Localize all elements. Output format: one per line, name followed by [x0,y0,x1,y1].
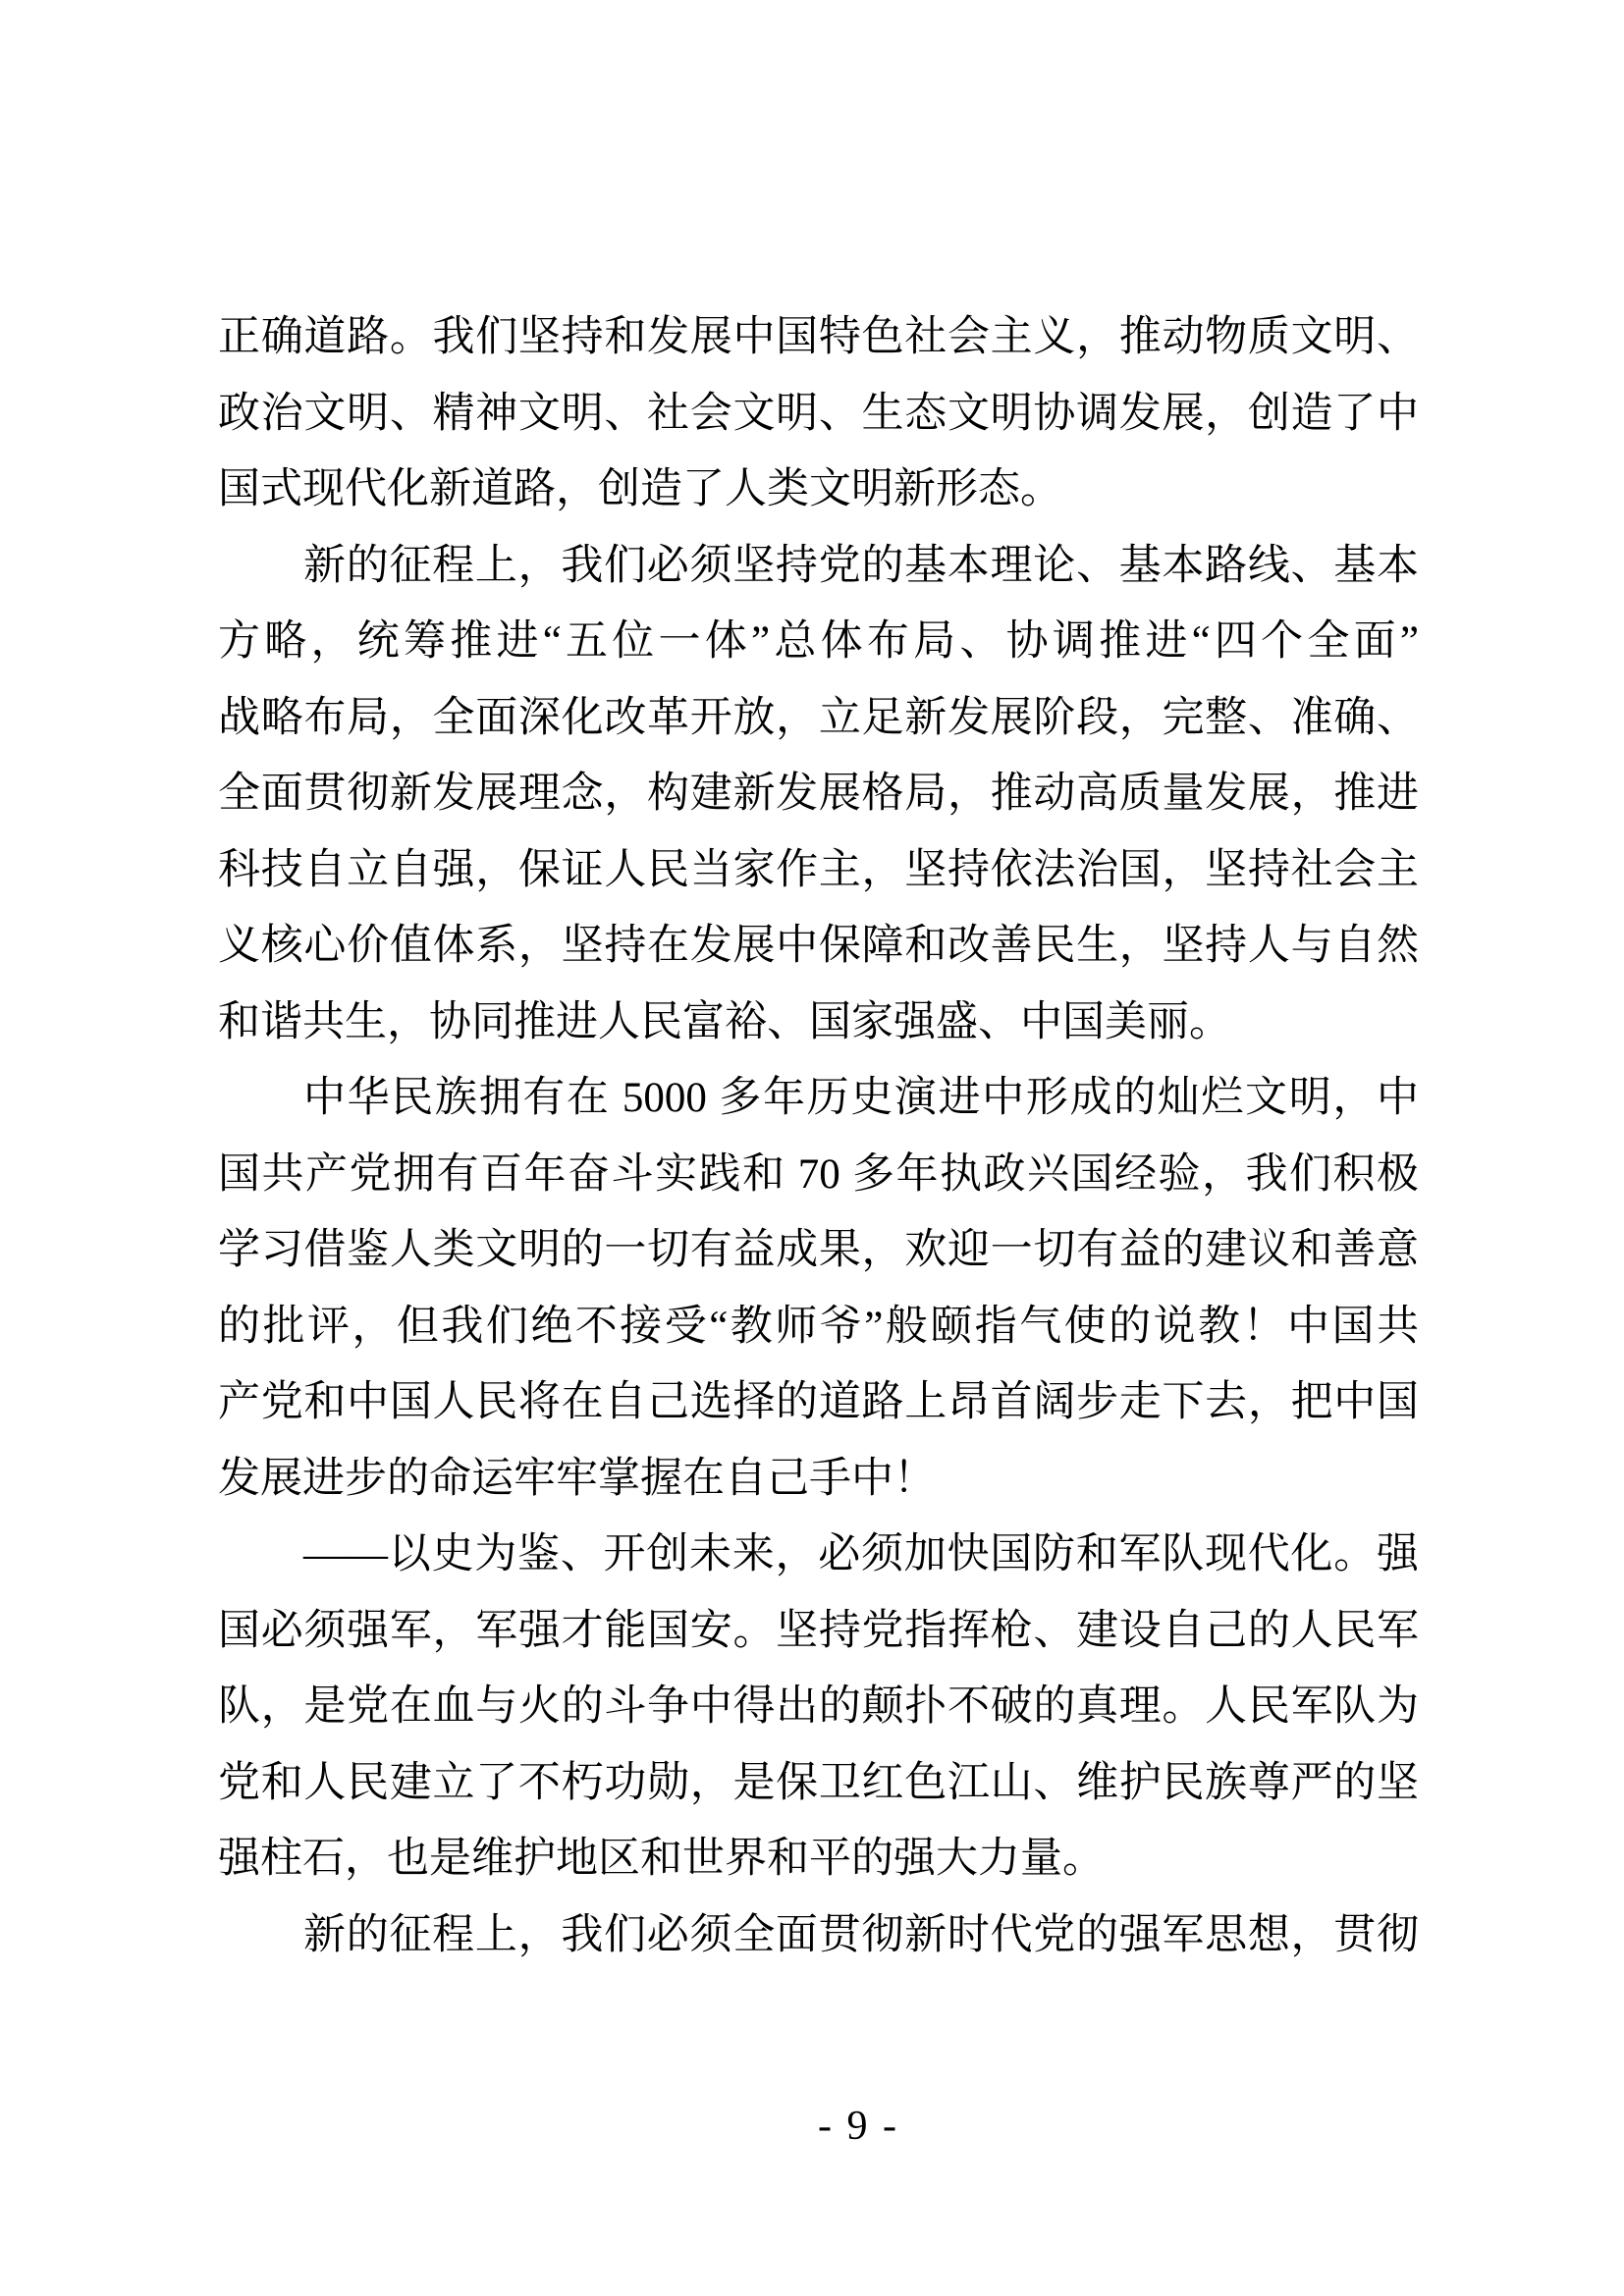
page-number: - 9 - [818,2104,896,2149]
text-line: 国式现代化新道路，创造了人类文明新形态。 [218,466,1062,512]
text-line: 义核心价值体系，坚持在发展中保障和改善民生，坚持人与自然 [218,923,1419,969]
text-line: ——以史为鉴、开创未来，必须加快国防和军队现代化。强 [303,1531,1419,1577]
text-line: 党和人民建立了不朽功勋，是保卫红色江山、维护民族尊严的坚 [218,1759,1419,1806]
text-line: 新的征程上，我们必须全面贯彻新时代党的强军思想，贯彻 [303,1911,1419,1958]
text-line: 学习借鉴人类文明的一切有益成果，欢迎一切有益的建议和善意 [218,1227,1419,1273]
text-line: 方略，统筹推进“五位一体”总体布局、协调推进“四个全面” [218,618,1419,665]
text-line: 科技自立自强，保证人民当家作主，坚持依法治国，坚持社会主 [218,846,1419,893]
text-line: 队，是党在血与火的斗争中得出的颠扑不破的真理。人民军队为 [218,1683,1419,1730]
text-line: 正确道路。我们坚持和发展中国特色社会主义，推动物质文明、 [218,314,1419,360]
text-line: 中华民族拥有在 5000 多年历史演进中形成的灿烂文明，中 [303,1075,1419,1121]
text-line: 政治文明、精神文明、社会文明、生态文明协调发展，创造了中 [218,390,1419,437]
text-line: 和谐共生，协同推进人民富裕、国家强盛、中国美丽。 [218,998,1231,1045]
text-block [218,299,1419,1973]
text-line: 发展进步的命运牢牢掌握在自己手中！ [218,1455,936,1502]
text-line: 战略布局，全面深化改革开放，立足新发展阶段，完整、准确、 [218,694,1419,741]
text-line: 的批评，但我们绝不接受“教师爷”般颐指气使的说教！中国共 [218,1303,1419,1350]
text-line: 全面贯彻新发展理念，构建新发展格局，推动高质量发展，推进 [218,771,1419,817]
text-line: 产党和中国人民将在自己选择的道路上昂首阔步走下去，把中国 [218,1379,1419,1425]
text-line: 国共产党拥有百年奋斗实践和 70 多年执政兴国经验，我们积极 [218,1150,1419,1198]
text-line: 强柱石，也是维护地区和世界和平的强大力量。 [218,1836,1105,1882]
text-line: 国必须强军，军强才能国安。坚持党指挥枪、建设自己的人民军 [218,1607,1419,1654]
text-line: 新的征程上，我们必须坚持党的基本理论、基本路线、基本 [303,542,1419,589]
